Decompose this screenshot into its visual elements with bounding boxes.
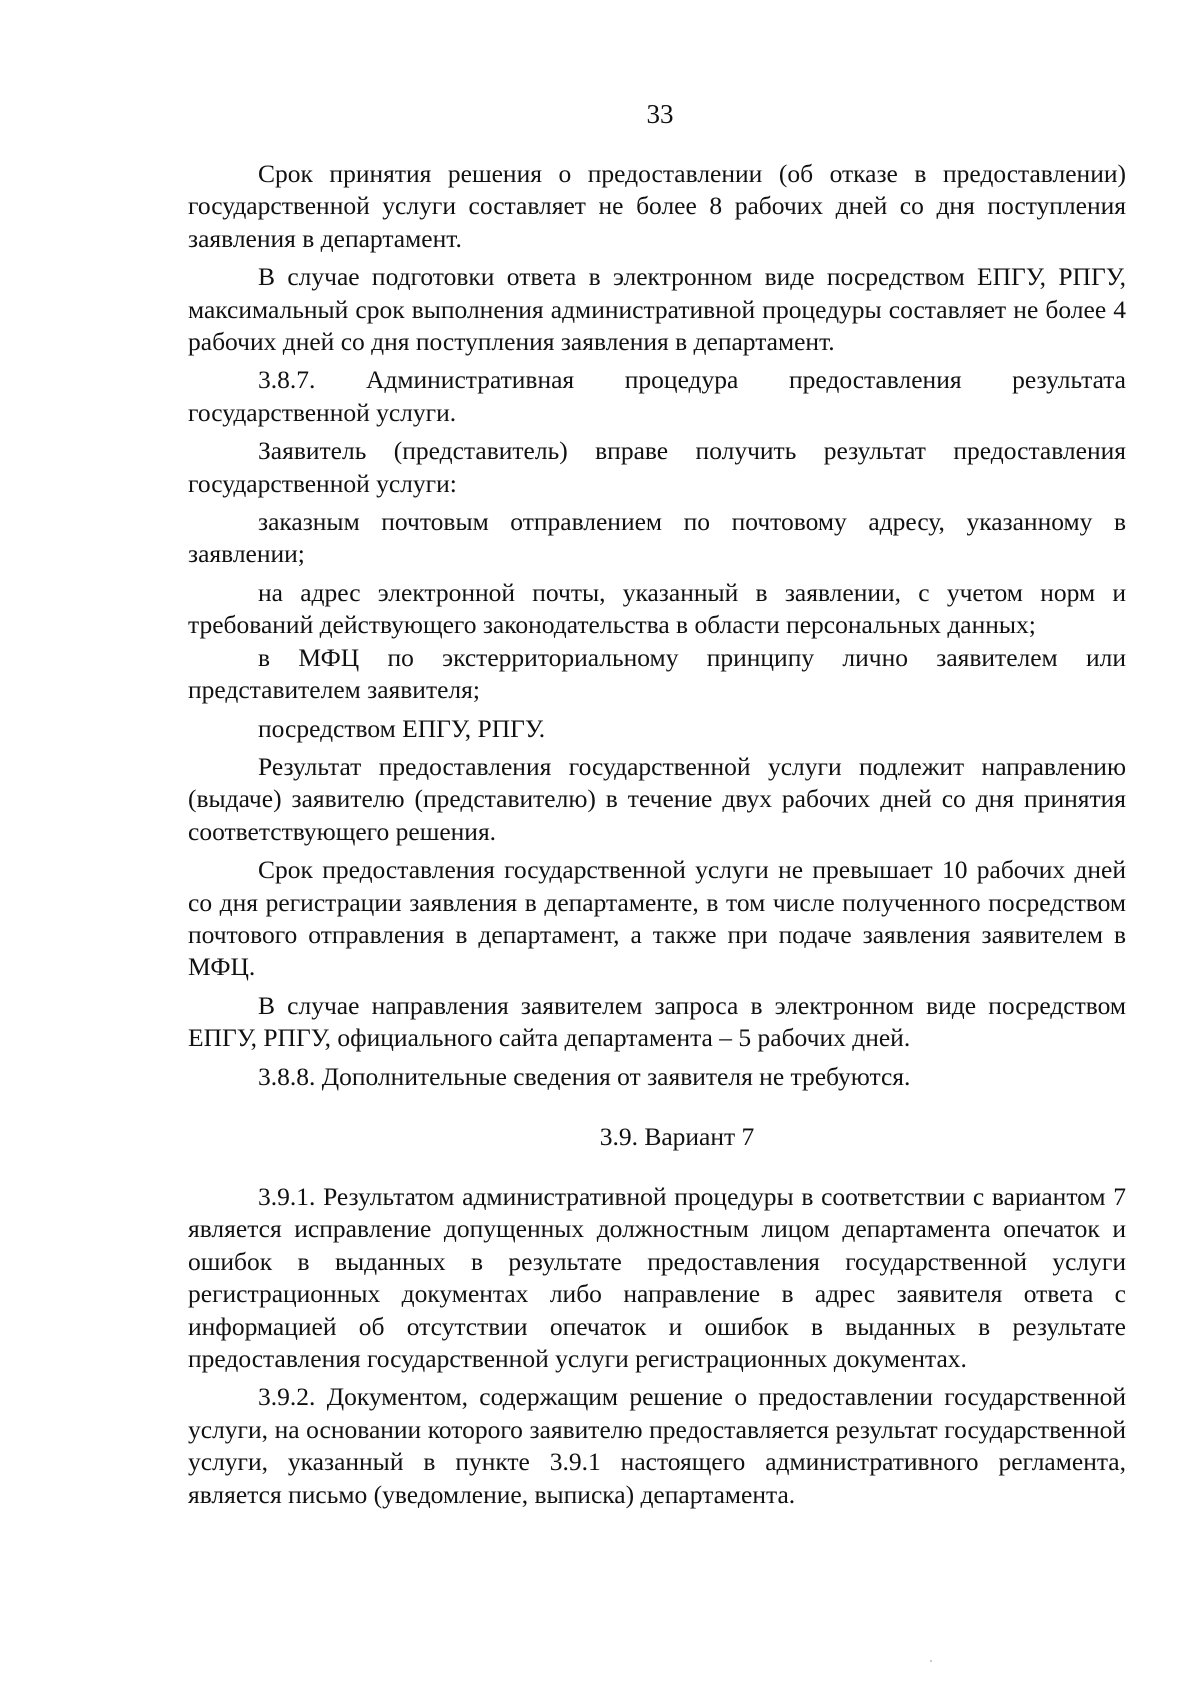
paragraph-decision-term: Срок принятия решения о предоставлении (об отказе в предоставлении) государственной услуги составляет не более 8 рабочих дней со дня поступления заявления в департамент. — [188, 159, 1126, 253]
paragraph-service-term: Срок предоставления государственной услуги не превышает 10 рабочих дней со дня регистрации заявления в департаменте, в том числе полученного посредством почтового отправления в департамент, а также при подаче заявления заявителем в МФЦ. — [188, 855, 1126, 982]
paragraph-electronic-request: В случае направления заявителем запроса в электронном виде посредством ЕПГУ, РПГУ, официального сайта департамента – 5 рабочих дней. — [188, 990, 1126, 1053]
list-item-postal: заказным почтовым отправлением по почтовому адресу, указанному в заявлении; — [188, 507, 1126, 569]
paragraph-3-8-7: 3.8.7. Административная процедура предоставления результата государственной услуги. — [188, 365, 1126, 427]
paragraph-3-8-8: 3.8.8. Дополнительные сведения от заявителя не требуются. — [258, 1061, 911, 1091]
paragraph-electronic-answer: В случае подготовки ответа в электронном виде посредством ЕПГУ, РПГУ, максимальный срок выполнения административной процедуры составляет не более 4 рабочих дней со дня поступления заявления в департамент. — [188, 262, 1126, 357]
section-heading: 3.9. Вариант 7 — [599, 1121, 755, 1151]
page-number: 33 — [646, 99, 674, 129]
list-item-epgu: посредством ЕПГУ, РПГУ. — [258, 713, 546, 743]
list-item-email: на адрес электронной почты, указанный в заявлении, с учетом норм и требований действующего законодательства в области персональных данных; — [188, 577, 1126, 640]
paragraph-3-9-2: 3.9.2. Документом, содержащим решение о предоставлении государственной услуги, на основании которого заявителю предоставляется результат государственной услуги, указанный в пункте 3.9.1 настоящего административного регламента, является письмо (уведомление, выписка) департамента. — [188, 1382, 1126, 1509]
paragraph-result-receipt: Заявитель (представитель) вправе получить результат предоставления государственной услуги: — [188, 436, 1126, 498]
list-item-mfc: в МФЦ по экстерриториальному принципу лично заявителем или представителем заявителя; — [188, 642, 1126, 705]
paragraph-3-9-1: 3.9.1. Результатом административной процедуры в соответствии с вариантом 7 является исправление допущенных должностным лицом департамента опечаток и ошибок в выданных в результате предоставления государственной услуги регистрационных документах либо направление в адрес заявителя ответа с информацией об отсутствии опечаток и ошибок в выданных в результате предоставления государственной услуги регистрационных документах. — [188, 1181, 1126, 1373]
scan-speck — [930, 1660, 932, 1662]
paragraph-result-delivery: Результат предоставления государственной услуги подлежит направлению (выдаче) заявителю (представителю) в течение двух рабочих дней со дня принятия соответствующего решения. — [188, 751, 1126, 846]
document-body — [188, 158, 1126, 1511]
